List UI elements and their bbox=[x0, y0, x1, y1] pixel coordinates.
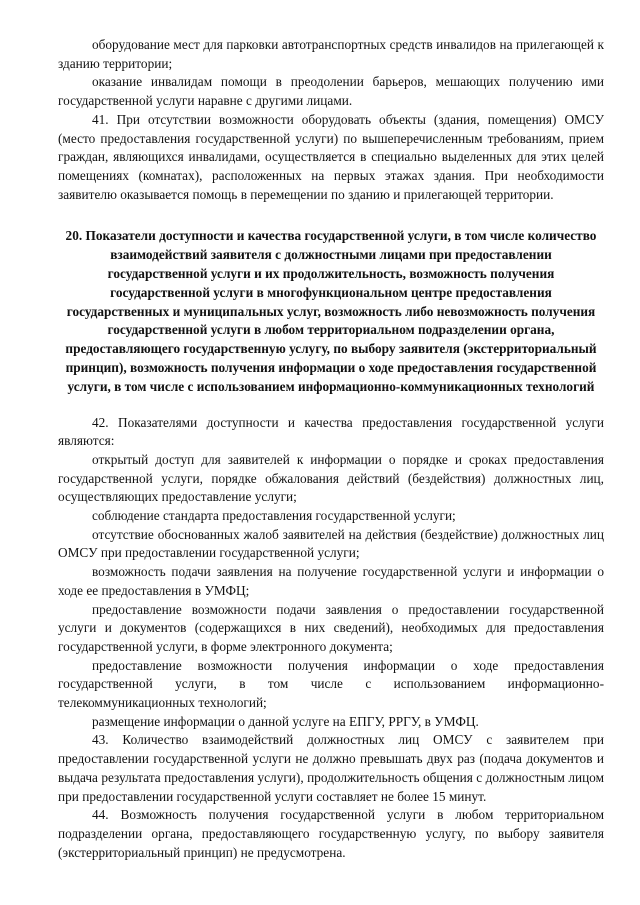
list-item-publication: размещение информации о данной услуге на ЕПГУ, РРГУ, в УМФЦ. bbox=[92, 713, 479, 729]
paragraph-parking: оборудование мест для парковки автотранспортных средств инвалидов на прилегающей к зданию территории; bbox=[58, 37, 604, 71]
paragraph-assistance: оказание инвалидам помощи в преодолении барьеров, мешающих получению ими государственной услуги наравне с другими лицами. bbox=[58, 74, 604, 109]
paragraph-43: 43. Количество взаимодействий должностных лиц ОМСУ с заявителем при предоставлении государственной услуги не должно превышать двух раз (подача документов и выдача результата предоставления услуги), продолжительность общения с должностным лицом при предоставлении государственной услуги составляет не более 15 минут. bbox=[58, 732, 604, 804]
list-item-application-umfc: возможность подачи заявления на получение государственной услуги и информации о ходе ее предоставления в УМФЦ; bbox=[58, 564, 604, 598]
list-item-electronic-document: предоставление возможности подачи заявления о предоставлении государственной услуги и документов (содержащихся в них сведений), необходимых для предоставления государственной услуги, в форме электронного документа; bbox=[58, 601, 604, 654]
paragraph-42: 42. Показателями доступности и качества предоставления государственной услуги являются: bbox=[58, 414, 604, 449]
paragraph-44: 44. Возможность получения государственной услуги в любом территориальном подразделении органа, предоставляющего государственную услугу, по выбору заявителя (экстерриториальный принцип) не предусмотрена. bbox=[58, 807, 604, 860]
list-item-progress-info: предоставление возможности получения информации о ходе предоставления государственной услуги, в том числе с использованием информационно-телекоммуникационных технологий; bbox=[58, 657, 604, 711]
paragraph-41: 41. При отсутствии возможности оборудовать объекты (здания, помещения) ОМСУ (место предоставления государственной услуги) по вышеперечисленным требованиям, прием граждан, являющихся инвалидами, осуществляется в специально выделенных для этих целей помещениях (комнатах), расположенных на первых этажах здания. При необходимости заявителю оказывается помощь в перемещении по зданию и прилегающей территории. bbox=[58, 111, 604, 202]
section-heading-20: 20. Показатели доступности и качества государственной услуги, в том числе количество взаимодействий заявителя с должностными лицами при предоставлении государственной услуги и их продолжительность, возможность получения государственной услуги в многофункциональном центре предоставления государственных и муниципальных услуг, возможность либо невозможность получения государственной услуги в любом территориальном подразделении органа, предоставляющего государственную услугу, по выбору заявителя (экстерриториальный принцип), возможность получения информации о ходе предоставления государственной услуги, в том числе с использованием информационно-коммуникационных технологий bbox=[65, 228, 597, 394]
list-item-open-access: открытый доступ для заявителей к информации о порядке и сроках предоставления государственной услуги, порядке обжалования действий (бездействия) должностных лиц, осуществляющих предоставление услуги; bbox=[58, 451, 604, 505]
list-item-no-complaints: отсутствие обоснованных жалоб заявителей на действия (бездействие) должностных лиц ОМСУ при предоставлении государственной услуги; bbox=[58, 526, 604, 561]
list-item-standard: соблюдение стандарта предоставления государственной услуги; bbox=[92, 508, 456, 524]
